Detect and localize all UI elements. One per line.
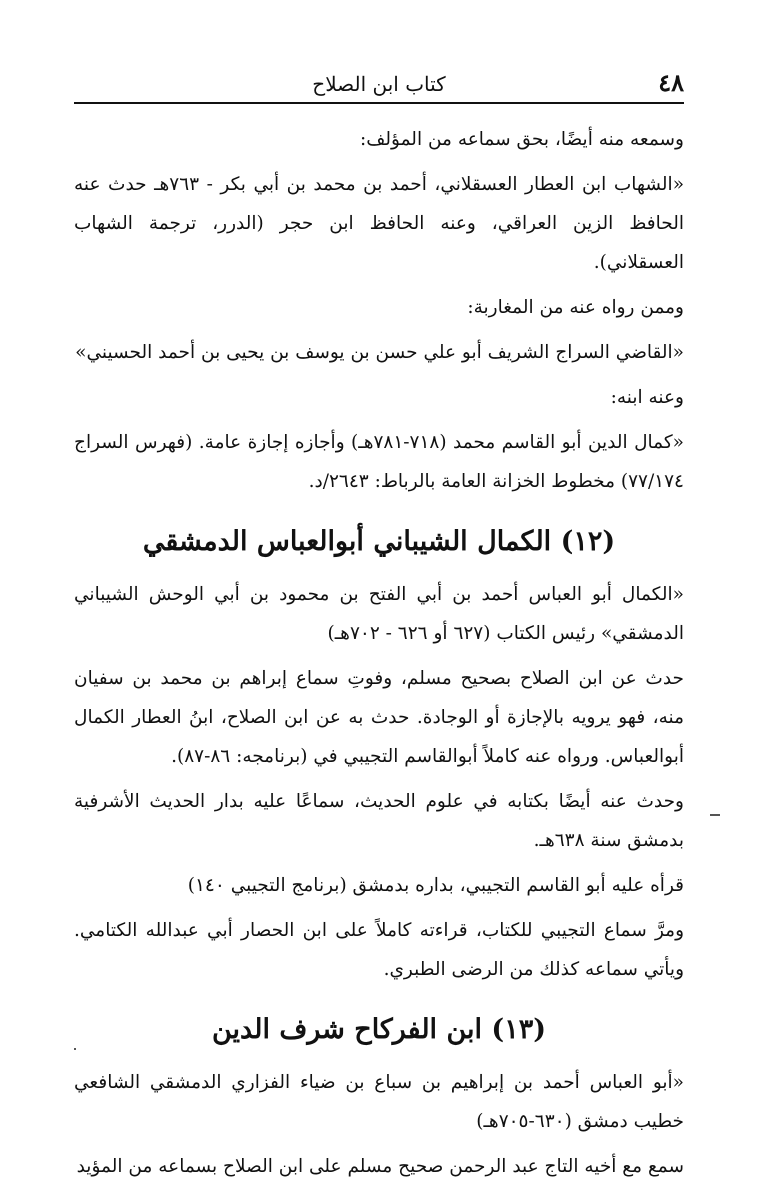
- paragraph: «الكمال أبو العباس أحمد بن أبي الفتح بن محمود بن أبي الوحش الشيباني الدمشقي» رئيس الكتاب (٦٢٧ أو ٦٢٦ - ٧٠٢هـ): [74, 584, 684, 644]
- page-number: ٤٨: [658, 68, 684, 97]
- running-title: كتاب ابن الصلاح: [312, 72, 446, 96]
- paragraph: «القاضي السراج الشريف أبو علي حسن بن يوسف بن يحيى بن أحمد الحسيني»: [75, 342, 684, 363]
- paragraph: سمع مع أخيه التاج عبد الرحمن صحيح مسلم على ابن الصلاح بسماعه من المؤيد: [76, 1156, 684, 1177]
- paragraph: وسمعه منه أيضًا، بحق سماعه من المؤلف:: [360, 129, 684, 150]
- section-heading: (١٢) الكمال الشيباني أبوالعباس الدمشقي: [142, 526, 616, 557]
- paragraph: وحدث عنه أيضًا بكتابه في علوم الحديث، سماعًا عليه بدار الحديث الأشرفية بدمشق سنة ٦٣٨هـ.: [74, 791, 684, 851]
- margin-dot: [74, 1048, 76, 1050]
- paragraph: قرأه عليه أبو القاسم التجيبي، بداره بدمشق (برنامج التجيبي ١٤٠): [187, 875, 684, 896]
- margin-mark: [710, 814, 720, 816]
- paragraph: ومرَّ سماع التجيبي للكتاب، قراءته كاملاً على ابن الحصار أبي عبدالله الكتامي. ويأتي سماعه كذلك من الرضى الطبري.: [74, 920, 684, 980]
- paragraph: حدث عن ابن الصلاح بصحيح مسلم، وفوتِ سماع إبراهم بن محمد بن سفيان منه، فهو يرويه بالإجازة أو الوجادة. حدث به عن ابن الصلاح، ابنُ العطار الكمال أبوالعباس. ورواه عنه كاملاً أبوالقاسم التجيبي في (برنامجه: ٨٦-٨٧).: [74, 668, 684, 767]
- paragraph: وممن رواه عنه من المغاربة:: [467, 297, 684, 318]
- page-header: [74, 60, 684, 104]
- body-text: [74, 120, 684, 1192]
- paragraph: «الشهاب ابن العطار العسقلاني، أحمد بن محمد بن أبي بكر - ٧٦٣هـ حدث عنه الحافظ الزين العراقي، وعنه الحافظ ابن حجر (الدرر، ترجمة الشهاب العسقلاني).: [74, 174, 685, 273]
- section-heading: (١٣) ابن الفركاح شرف الدين: [211, 1014, 546, 1045]
- paragraph: «أبو العباس أحمد بن إبراهيم بن سباع بن ضياء الفزاري الدمشقي الشافعي خطيب دمشق (٦٣٠-٧٠٥هـ): [74, 1072, 684, 1132]
- paragraph: وعنه ابنه:: [610, 387, 684, 408]
- paragraph: «كمال الدين أبو القاسم محمد (٧١٨-٧٨١هـ) وأجازه إجازة عامة. (فهرس السراج ٧٧/١٧٤) مخطوط الخزانة العامة بالرباط: ٢٦٤٣/د.: [74, 432, 684, 492]
